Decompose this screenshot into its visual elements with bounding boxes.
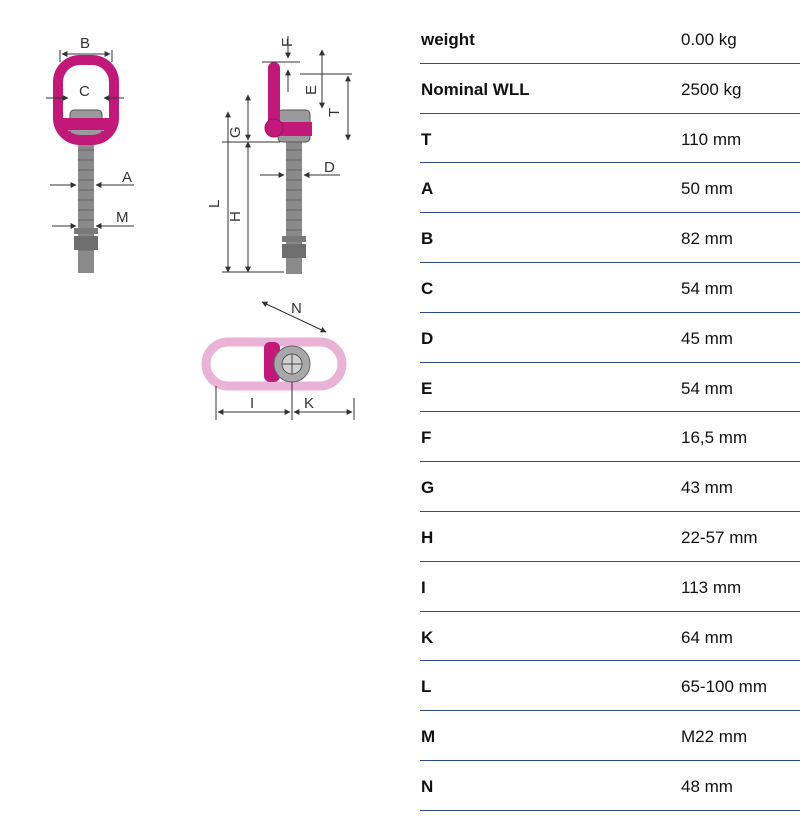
spec-value: 82 mm (681, 229, 733, 249)
spec-key: T (421, 129, 432, 149)
spec-key: H (421, 527, 434, 547)
spec-key: A (421, 179, 434, 199)
spec-value: 22-57 mm (681, 527, 758, 547)
side-view (206, 36, 352, 274)
spec-key: I (421, 577, 426, 597)
spec-value: 54 mm (681, 278, 733, 298)
spec-row (420, 512, 800, 562)
spec-row (420, 263, 800, 313)
top-view (206, 300, 354, 420)
spec-key: M (421, 727, 436, 747)
spec-row (420, 114, 800, 164)
label-F: F (279, 37, 296, 47)
spec-value: 0.00 kg (681, 30, 737, 49)
spec-value: 45 mm (681, 328, 733, 348)
spec-value: 50 mm (681, 179, 733, 199)
spec-value: 48 mm (681, 776, 733, 796)
spec-value: 113 mm (681, 577, 742, 597)
spec-row (420, 612, 800, 662)
spec-row (420, 761, 800, 811)
label-A: A (122, 169, 133, 186)
label-C: C (79, 83, 90, 100)
label-I: I (250, 395, 255, 412)
label-G: G (227, 126, 244, 138)
label-L: L (206, 199, 223, 208)
spec-value: 64 mm (681, 627, 733, 647)
spec-key: G (421, 478, 435, 498)
spec-row (420, 711, 800, 761)
spec-key: F (421, 428, 432, 448)
label-M: M (116, 209, 129, 226)
spec-row (420, 363, 800, 413)
label-E: E (303, 84, 320, 95)
label-B: B (80, 35, 91, 52)
label-H: H (227, 211, 244, 222)
spec-row (420, 213, 800, 263)
spec-value: 43 mm (681, 478, 733, 498)
spec-key: Nominal WLL (421, 79, 530, 99)
spec-key: N (421, 776, 434, 796)
technical-drawing (0, 0, 420, 430)
spec-value: M22 mm (681, 727, 748, 747)
front-view (46, 35, 134, 273)
label-T: T (326, 107, 343, 117)
label-N: N (291, 300, 302, 317)
spec-value: 54 mm (681, 378, 733, 398)
spec-row (420, 412, 800, 462)
spec-value: 2500 kg (681, 79, 742, 99)
label-D: D (324, 159, 335, 176)
spec-table (420, 14, 800, 811)
spec-value: 65-100 mm (681, 677, 767, 697)
spec-row (420, 64, 800, 114)
label-K: K (304, 395, 315, 412)
spec-value: 16,5 mm (681, 428, 748, 448)
spec-key: K (421, 627, 434, 647)
spec-key: C (421, 278, 434, 298)
spec-row (420, 313, 800, 363)
spec-key: D (421, 328, 434, 348)
spec-value: 110 mm (681, 129, 742, 149)
spec-key: weight (421, 30, 475, 49)
spec-key: E (421, 378, 433, 398)
spec-row (420, 661, 800, 711)
spec-row (420, 163, 800, 213)
spec-key: L (421, 677, 432, 697)
spec-row (420, 14, 800, 64)
spec-row (420, 462, 800, 512)
spec-key: B (421, 229, 434, 249)
spec-row (420, 562, 800, 612)
